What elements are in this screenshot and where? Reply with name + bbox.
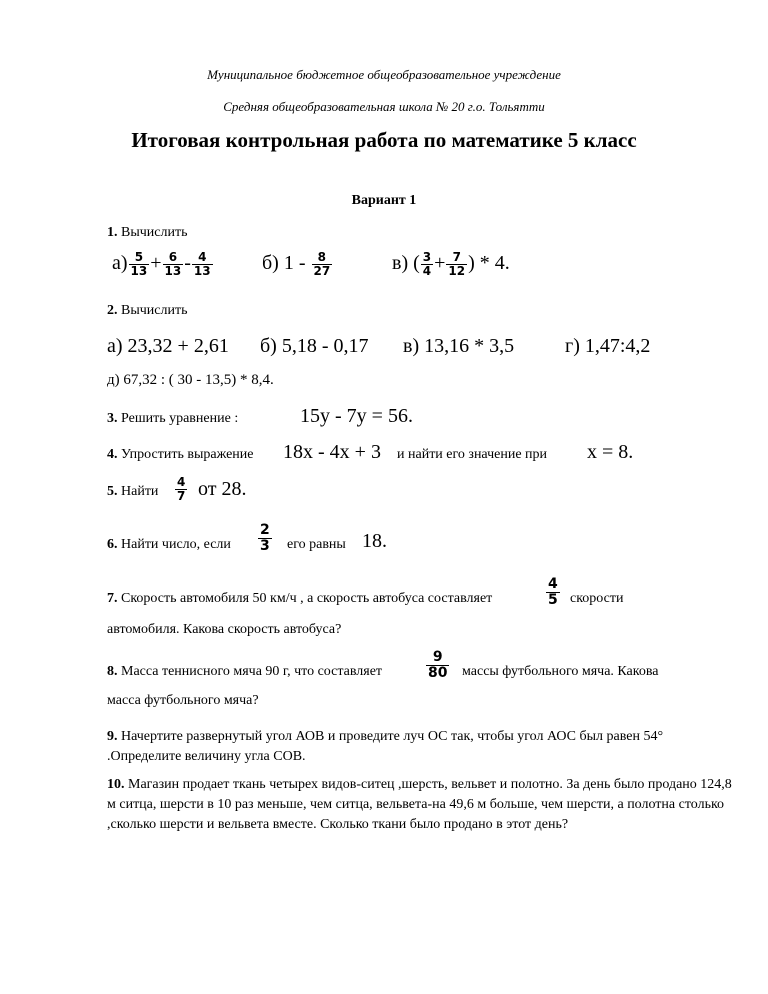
- q4-expression: 18х - 4х + 3: [283, 441, 381, 463]
- q4-text: и найти его значение при: [397, 447, 548, 462]
- q1-part-b: б) 1 - $\frac{8}{27}$: [262, 250, 331, 278]
- q8-line2: масса футбольного мяча?: [107, 693, 259, 708]
- q1-part-c: в) ( $\frac{3}{4}$ + $\frac{7}{12}$ ) * 4.: [392, 250, 510, 278]
- q2-part-a: а) 23,32 + 2,61: [107, 335, 229, 357]
- q8-text-end: массы футбольного мяча. Какова: [462, 664, 659, 679]
- q7-text: 7. Скорость автомобиля 50 км/ч , а скорость автобуса составляет: [107, 591, 493, 606]
- school-name-line: Средняя общеобразовательная школа № 20 г.о. Тольятти: [223, 99, 545, 114]
- page-title: Итоговая контрольная работа по математике 5 класс: [131, 128, 637, 152]
- q7-fraction: $\frac{4}{5}$: [548, 576, 558, 608]
- q6-value: 18.: [362, 530, 387, 552]
- q2-part-b: б) 5,18 - 0,17: [260, 335, 369, 357]
- q6-heading: 6. Найти число, если: [107, 537, 231, 552]
- q2-heading: 2. Вычислить: [107, 303, 188, 318]
- q3-heading: 3. Решить уравнение :: [107, 411, 239, 426]
- q10-text: 10. Магазин продает ткань четырех видов-ситец ,шерсть, вельвет и полотно. За день было продано 124,8 м ситца, шерсти в 10 раз меньше, чем ситца, вельвета-на 49,6 м больше, чем шерсти, а полотна столько ,сколько шерсти и вельвета вместе. Сколько ткани было продано в этот день?: [107, 777, 732, 832]
- variant-label: Вариант 1: [351, 193, 417, 208]
- q6-text: его равны: [287, 537, 346, 552]
- q8-fraction: $\frac{9}{80}$: [428, 649, 448, 681]
- q6-fraction: $\frac{2}{3}$: [260, 522, 270, 554]
- school-type-line: Муниципальное бюджетное общеобразовательное учреждение: [207, 67, 561, 82]
- q2-part-c: в) 13,16 * 3,5: [403, 335, 515, 357]
- q4-value: х = 8.: [587, 441, 634, 463]
- q2-part-e: д) 67,32 : ( 30 - 13,5) * 8,4.: [107, 372, 274, 388]
- q1-heading: 1. Вычислить: [107, 225, 188, 240]
- q7-text-end: скорости: [570, 591, 624, 606]
- q3-equation: 15у - 7у = 56.: [300, 405, 413, 427]
- q5-heading: 5. Найти: [107, 484, 159, 499]
- q9-text: 9. Начертите развернутый угол АОВ и проведите луч ОС так, чтобы угол АОС был равен 54° .Определите величину угла СОВ.: [107, 729, 664, 764]
- q1-part-a: а) $\frac{5}{13}$ + $\frac{6}{13}$ - $\frac{4}{13}$: [112, 250, 211, 278]
- q4-heading: 4. Упростить выражение: [107, 447, 254, 462]
- q8-text: 8. Масса теннисного мяча 90 г, что составляет: [107, 664, 383, 679]
- q2-part-d: г) 1,47:4,2: [565, 335, 651, 357]
- q7-line2: автомобиля. Какова скорость автобуса?: [107, 622, 342, 637]
- q5-fraction: $\frac{4}{7}$: [177, 475, 186, 503]
- q5-rest: от 28.: [198, 478, 247, 500]
